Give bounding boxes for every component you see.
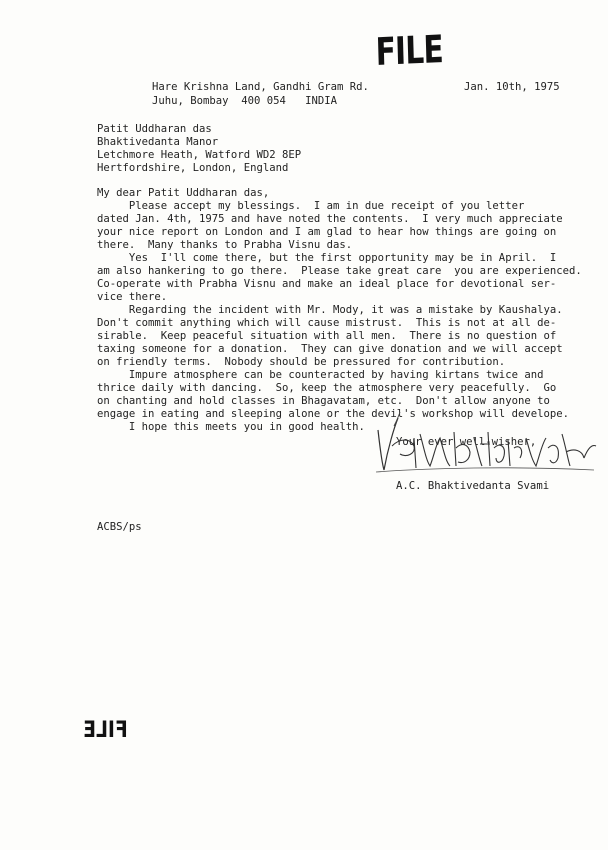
body-line: your nice report on London and I am glad to hear how things are going on	[97, 226, 557, 238]
body-line: am also hankering to go there. Please take great care you are experienced.	[97, 265, 582, 277]
body-line: I hope this meets you in good health.	[97, 421, 365, 433]
body-line: sirable. Keep peaceful situation with all men. There is no question of	[97, 330, 557, 342]
body-line: Please accept my blessings. I am in due receipt of you letter	[97, 200, 525, 212]
body-line: on chanting and hold classes in Bhagavatam, etc. Don't allow anyone to	[97, 395, 550, 407]
closing: Your ever well-wisher,	[396, 436, 537, 448]
recipient-address-line-3: Hertfordshire, London, England	[97, 162, 289, 174]
file-stamp: FILE	[375, 26, 444, 74]
salutation: My dear Patit Uddharan das,	[97, 187, 270, 199]
body-line: Co-operate with Prabha Visnu and make an ideal place for devotional ser-	[97, 278, 557, 290]
body-line: Regarding the incident with Mr. Mody, it was a mistake by Kaushalya.	[97, 304, 563, 316]
sender-address-line-2: Juhu, Bombay 400 054 INDIA	[152, 95, 337, 107]
body-line: Impure atmosphere can be counteracted by having kirtans twice and	[97, 369, 544, 381]
body-line: Don't commit anything which will cause mistrust. This is not at all de-	[97, 317, 557, 329]
sender-address-line-1: Hare Krishna Land, Gandhi Gram Rd.	[152, 81, 369, 93]
reference-initials: ACBS/ps	[97, 521, 142, 533]
body-line: there. Many thanks to Prabha Visnu das.	[97, 239, 353, 251]
body-line: vice there.	[97, 291, 168, 303]
letter-date: Jan. 10th, 1975	[464, 81, 560, 93]
file-stamp-mirrored: FILE	[83, 718, 128, 743]
body-line: engage in eating and sleeping alone or the devil's workshop will develope.	[97, 408, 569, 420]
signatory-name: A.C. Bhaktivedanta Svami	[396, 480, 550, 492]
recipient-address-line-2: Letchmore Heath, Watford WD2 8EP	[97, 149, 302, 161]
body-line: taxing someone for a donation. They can give donation and we will accept	[97, 343, 563, 355]
handwritten-signature-icon	[370, 408, 600, 478]
body-line: thrice daily with dancing. So, keep the atmosphere very peacefully. Go	[97, 382, 557, 394]
recipient-name: Patit Uddharan das	[97, 123, 212, 135]
body-line: Yes I'll come there, but the first opportunity may be in April. I	[97, 252, 557, 264]
body-line: on friendly terms. Nobody should be pressured for contribution.	[97, 356, 506, 368]
body-line: dated Jan. 4th, 1975 and have noted the contents. I very much appreciate	[97, 213, 563, 225]
recipient-address-line-1: Bhaktivedanta Manor	[97, 136, 219, 148]
